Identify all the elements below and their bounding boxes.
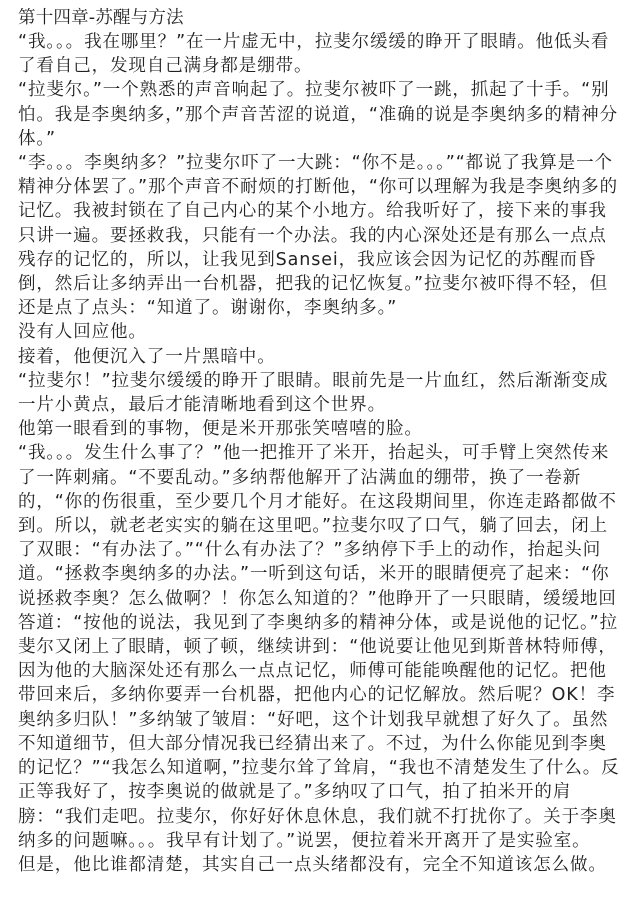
paragraph-waking: “我。。。我在哪里？”在一片虚无中，拉斐尔缓缓的睁开了眼睛。他低头看了看自己，发现自己满身都是绷带。 [18,32,610,77]
paragraph-ending: 但是，他比谁都清楚，其实自己一点头绪都没有，完全不知道该怎么做。 [18,854,607,875]
chapter-title: 第十四章-苏醒与方法 [18,8,184,28]
paragraph-conversation: “我。。。发生什么事了？”他一把推开了米开，抬起头，可手臂上突然传来了一阵刺痛。“不要乱动。”多纳帮他解开了沾满血的绷带，换了一卷新的，“你的伤很重，至少要几个月才能好。在这段期间里，你连走路都做不到。所以，就老老实实的躺在这里吧。”拉斐尔叹了口气，躺了回去，闭上了双眼：“有办法了。”“什么有办法了？”多纳停下手上的动作，抬起头问道。“拯救李奥纳多的办法。”一听到这句话，米开的眼睛便亮了起来：“你说拯救李奥？怎么做啊？！你怎么知道的？”他睁开了一只眼睛，缓缓地回答道：“按他的说法，我见到了李奥纳多的精神分体，或是说他的记忆。”拉斐尔又闭上了眼睛，顿了顿，继续讲到：“他说要让他见到斯普林特师傅，因为他的大脑深处还有那么一点点记忆，师傅可能能唤醒他的记忆。把他带回来后，多纳你要弄一台机器，把他内心的记忆解放。然后呢？OK！李奥纳多归队！”多纳皱了皱眉：“好吧，这个计划我早就想了好久了。虽然不知道细节，但大部分情况我已经猜出来了。不过，为什么你能见到李奥的记忆？”“我怎么知道啊，”拉斐尔耸了耸肩，“我也不清楚发生了什么。反正等我好了，按李奥说的做就是了。”多纳叹了口气，拍了拍米开的肩膀：“我们走吧。拉斐尔，你好好休息休息，我们就不打扰你了。关于李奥纳多的问题嘛。。。我早有计划了。”说罢，便拉着米开离开了是实验室。 [18,443,620,851]
paragraph-first-sight: 他第一眼看到的事物，便是米开那张笑嘻嘻的脸。 [18,419,423,440]
paragraph-waking-again: “拉斐尔！”拉斐尔缓缓的睁开了眼睛。眼前先是一片血红，然后渐渐变成一片小黄点，最后才能清晰地看到这个世界。 [18,370,609,416]
paragraph-no-response: 没有人回应他。 [18,322,147,343]
paragraph-spirit-memory: “李。。。李奥纳多？”拉斐尔吓了一大跳：“你不是。。。”“都说了我算是一个精神分体罢了。”那个声音不耐烦的打断他，“你可以理解为我是李奥纳多的记忆。我被封锁在了自己内心的某个小地方。给我听好了，接下来的事我只讲一遍。要拯救我，只能有一个办法。我的内心深处还是有那么一点点残存的记忆的，所以，让我见到Sansei，我应该会因为记忆的苏醒而昏倒，然后让多纳弄出一台机器，把我的记忆恢复。”拉斐尔被吓得不轻，但还是点了点头：“知道了。谢谢你，李奥纳多。” [18,153,618,319]
paragraph-darkness: 接着，他便沉入了一片黑暗中。 [18,346,276,367]
paragraph-familiar-voice: “拉斐尔。”一个熟悉的声音响起了。拉斐尔被吓了一跳，抓起了十手。“别怕。我是李奥纳多，”那个声音苦涩的说道，“准确的说是李奥纳多的精神分体。” [18,80,618,149]
